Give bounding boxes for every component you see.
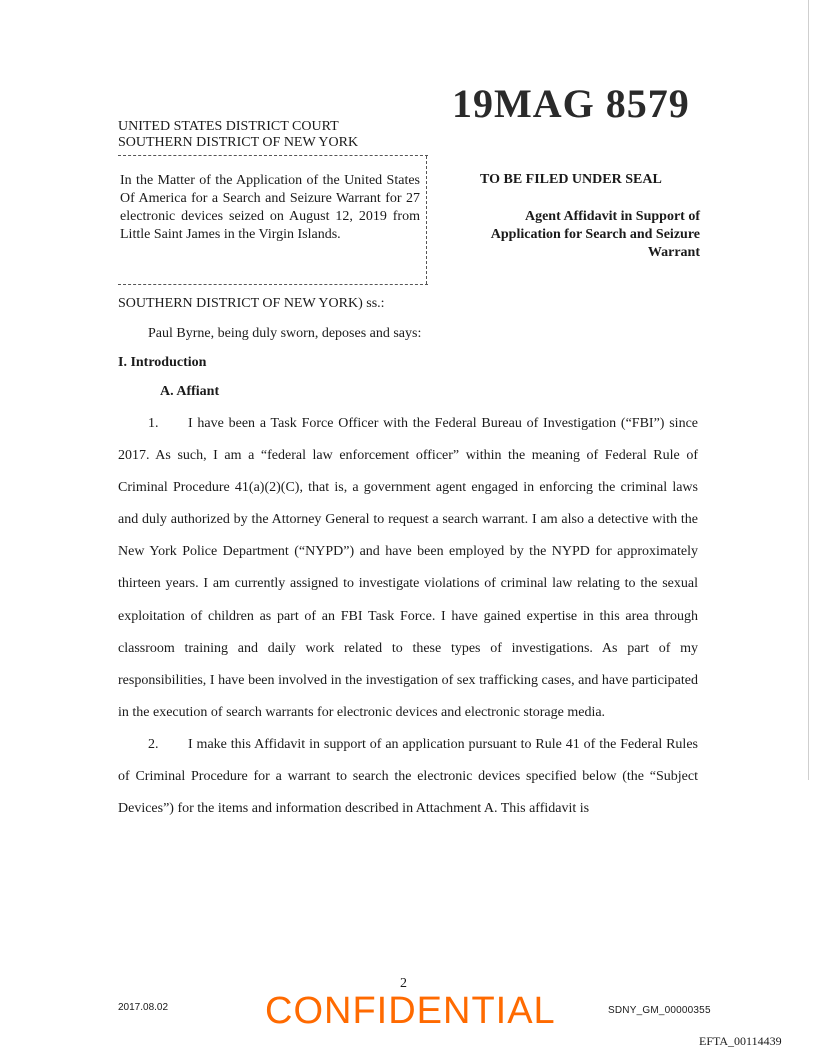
paragraph-number: 1. xyxy=(148,416,159,431)
deposition-intro: Paul Byrne, being duly sworn, deposes and says: xyxy=(148,326,422,341)
paragraph-number: 2. xyxy=(148,736,159,752)
bates-number: SDNY_GM_00000355 xyxy=(608,1005,711,1016)
court-name-line-2: SOUTHERN DISTRICT OF NEW YORK xyxy=(118,135,359,150)
caption-border-bottom xyxy=(118,284,428,285)
section-heading-affiant: A. Affiant xyxy=(160,384,220,399)
scan-edge-line xyxy=(808,0,809,780)
section-heading-introduction: I. Introduction xyxy=(118,355,207,370)
paragraph-1 xyxy=(118,408,698,729)
court-name-line-1: UNITED STATES DISTRICT COURT xyxy=(118,119,339,134)
seal-notice: TO BE FILED UNDER SEAL xyxy=(480,172,662,187)
venue-line: SOUTHERN DISTRICT OF NEW YORK) ss.: xyxy=(118,296,385,311)
case-number-stamp: 19MAG 8579 xyxy=(452,81,690,126)
date-code: 2017.08.02 xyxy=(118,1002,169,1013)
page-number: 2 xyxy=(400,976,407,991)
court-name xyxy=(118,119,358,151)
affidavit-title: Agent Affidavit in Support of Application for Search and Seizure Warrant xyxy=(490,209,700,260)
paragraph-text: I make this Affidavit in support of an application pursuant to Rule 41 of the Federal Rules of Criminal Procedure for a warrant to search the electronic devices specified below (the “Subject Devices”) for the items and information described in Attachment A. This affidavit is xyxy=(118,736,698,817)
caption-border-top xyxy=(118,155,428,156)
paragraph-2 xyxy=(118,729,698,825)
caption-border-right xyxy=(426,156,427,284)
efta-number: EFTA_00114439 xyxy=(699,1034,782,1048)
confidential-watermark: CONFIDENTIAL xyxy=(265,990,556,1032)
body-paragraphs xyxy=(118,408,698,825)
case-caption: In the Matter of the Application of the United States Of America for a Search and Seizure Warrant for 27 electronic devices seized on August 12, 2019 from Little Saint James in the Virgin Islands. xyxy=(120,173,420,242)
paragraph-text: I have been a Task Force Officer with the Federal Bureau of Investigation (“FBI”) since 2017. As such, I am a “federal law enforcement officer” within the meaning of Federal Rule of Criminal Procedure 41(a)(2)(C), that is, a government agent engaged in enforcing the criminal laws and duly authorized by the Attorney General to request a search warrant. I am also a detective with the New York Police Department (“NYPD”) and have been employed by the NYPD for approximately thirteen years. I am currently assigned to investigate violations of criminal law relating to the sexual exploitation of children as part of an FBI Task Force. I have gained expertise in this area through classroom training and daily work related to these types of investigations. As part of my responsibilities, I have been involved in the investigation of sex trafficking cases, and have participated in the execution of search warrants for electronic devices and electronic storage media. xyxy=(118,416,698,720)
